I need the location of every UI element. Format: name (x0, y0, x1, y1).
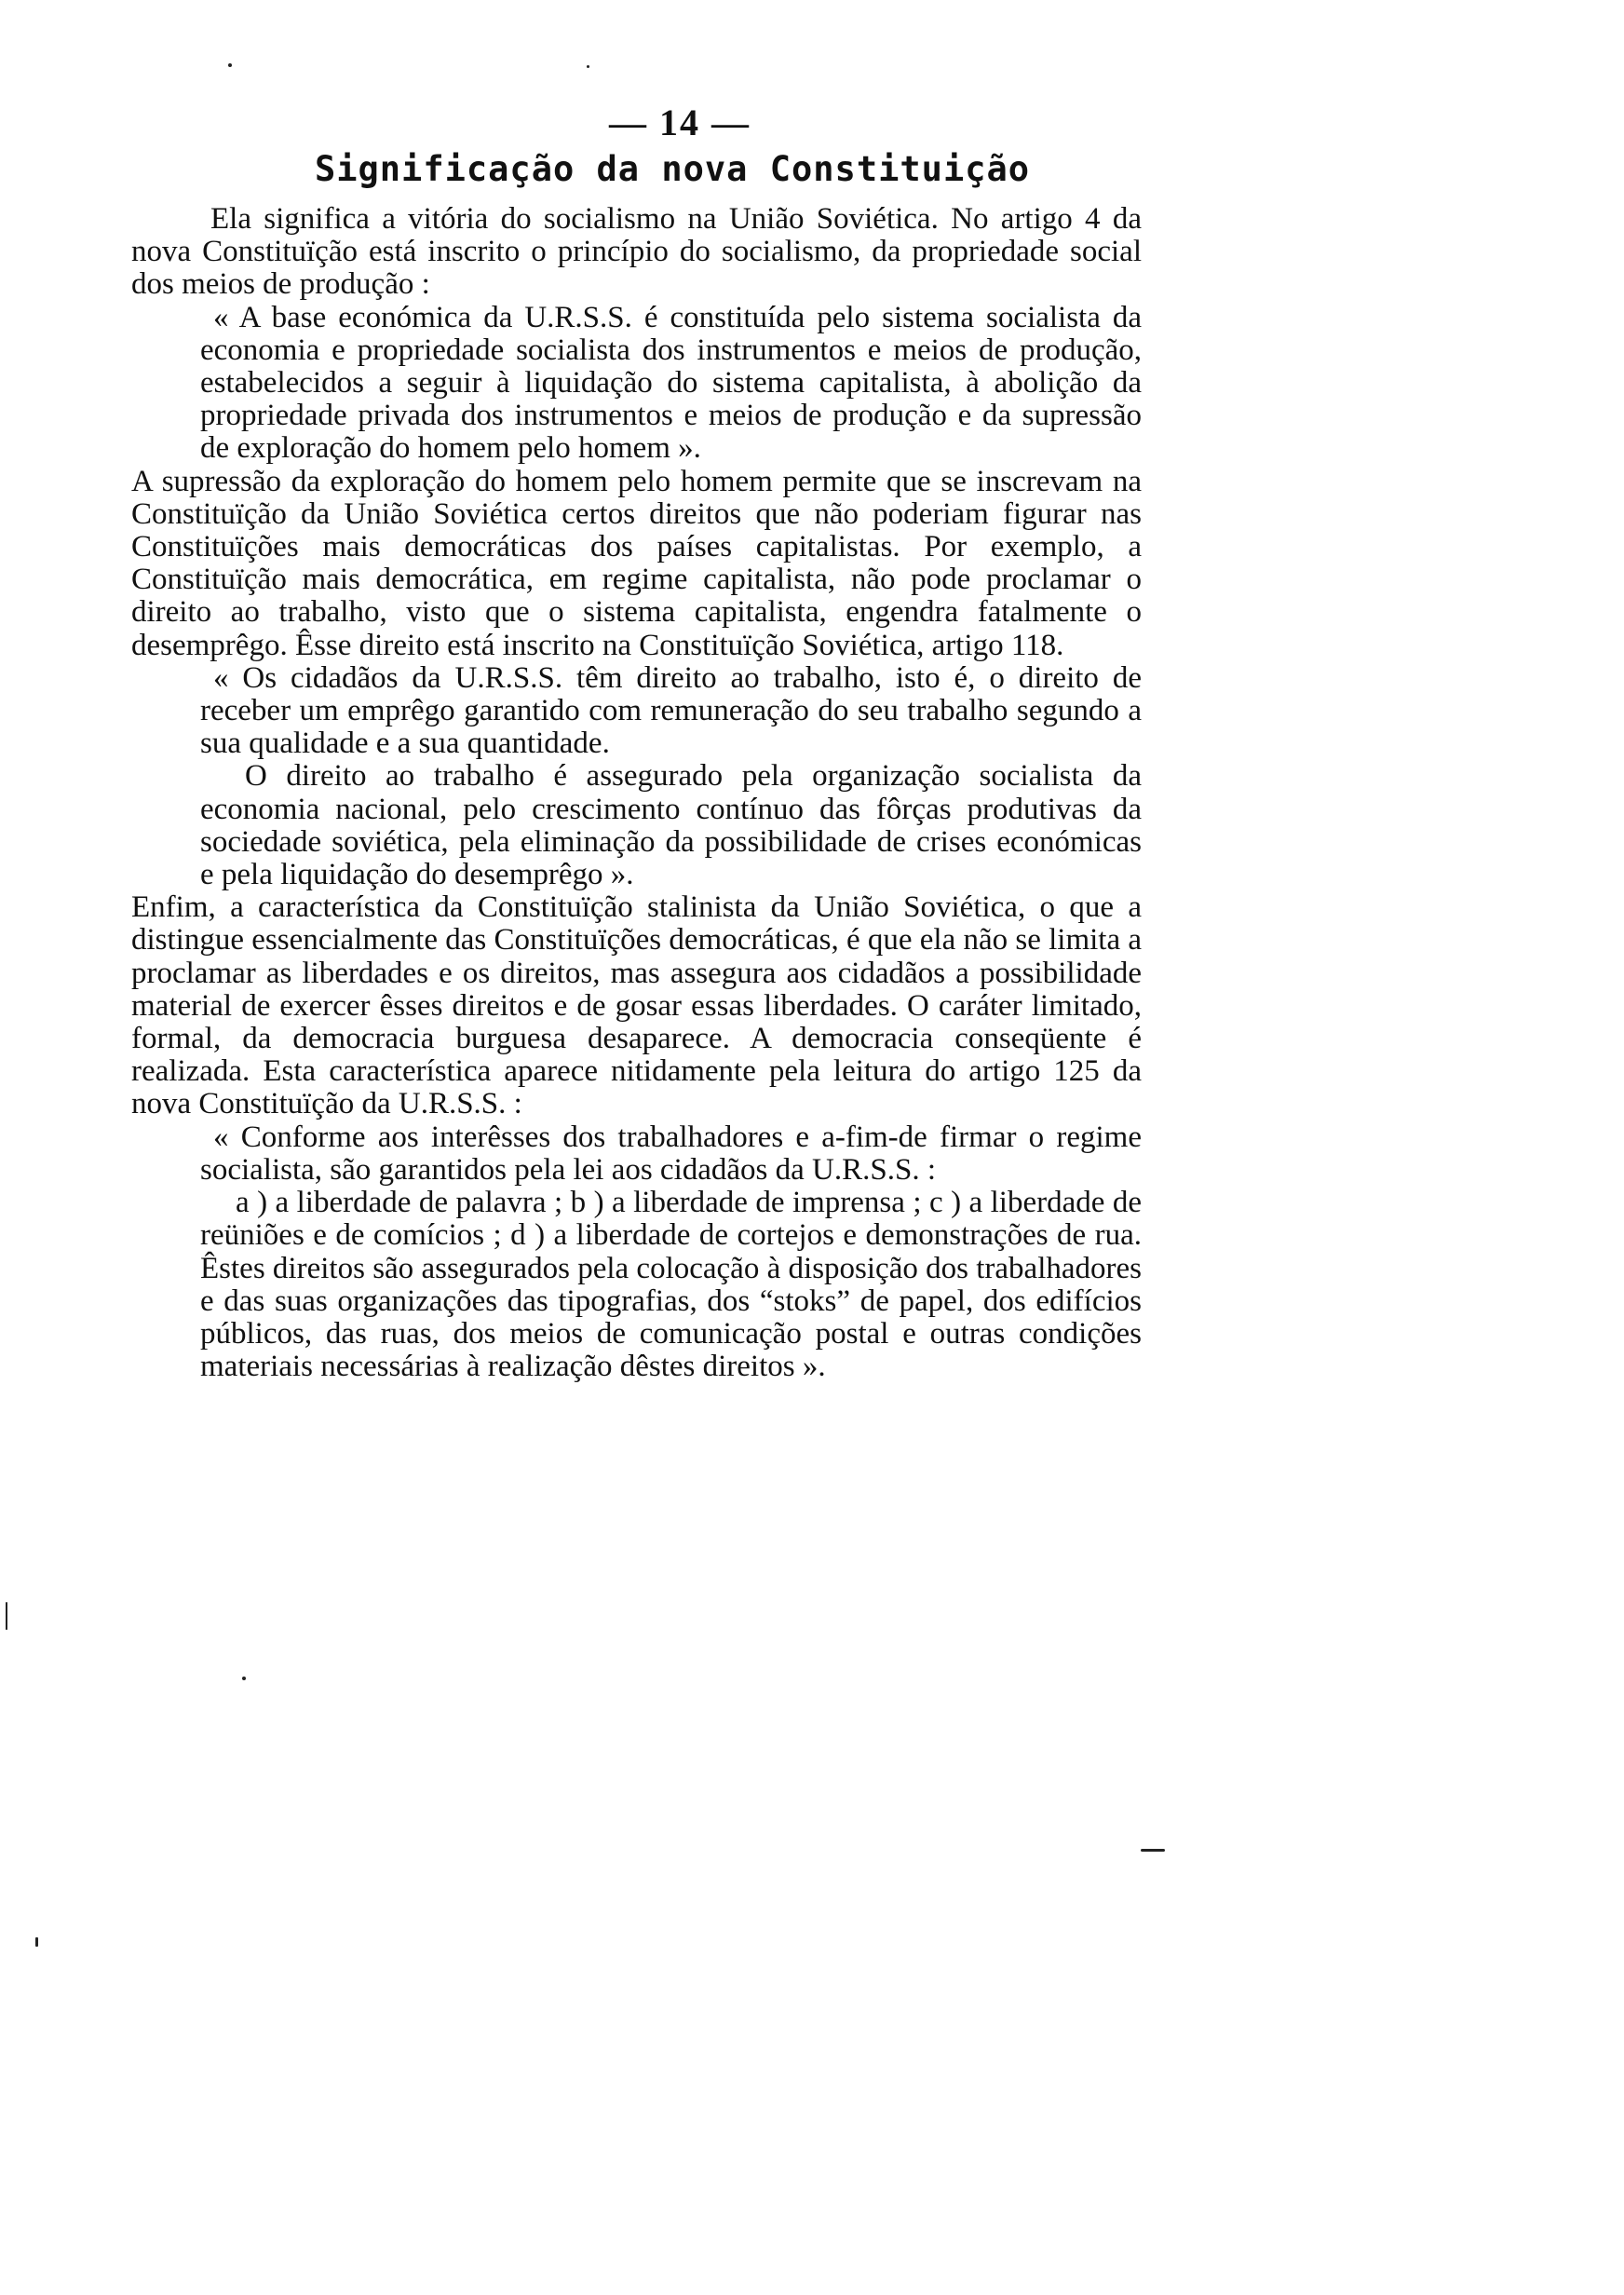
paragraph: Enfim, a característica da Constituïção stalinista da União Soviética, o que a distingue essencialmente das Constituïções democráticas, é que ela não se limita a proclamar as liberdades e os direitos, mas assegura aos cidadãos a possibilidade material de exercer êsses direitos e de gosar essas liberdades. O caráter limitado, formal, da democracia burguesa desaparece. A democracia conseqüente é realizada. Esta característica aparece nitidamente pela leitura do artigo 125 da nova Constituïção da U.R.S.S. : (131, 890, 1142, 1121)
paragraph: Ela significa a vitória do socialismo na União Soviética. No artigo 4 da nova Constituïção está inscrito o princípio do socialismo, da propriedade social dos meios de produção : (131, 202, 1142, 302)
page-number: — 14 — (609, 102, 751, 143)
paragraph: A supressão da exploração do homem pelo homem permite que se inscrevam na Constituïção da União Soviética certos direitos que não poderiam figurar nas Constituïções mais democráticas dos países capitalistas. Por exemplo, a Constituïção mais democrática, em regime capitalista, não pode proclamar o direito ao trabalho, visto que o sistema capitalista, engendra fatalmente o desemprêgo. Êsse direito está inscrito na Constituïção Soviética, artigo 118. (131, 464, 1142, 662)
quote-paragraph: « Os cidadãos da U.R.S.S. têm direito ao trabalho, isto é, o direito de receber um emprêgo garantido com remuneração do seu trabalho segundo a sua qualidade e a sua quantidade. (200, 660, 1142, 761)
list-paragraph: a ) a liberdade de palavra ; b ) a liberdade de imprensa ; c ) a liberdade de reüniões e de comícios ; d ) a liberdade de cortejos e demonstrações de rua. Êstes direitos são assegurados pela colocação à disposição dos trabalhadores e das suas organizações das tipografias, dos “stoks” de papel, dos edifícios públicos, das ruas, dos meios de comunicação postal e outras condições materiais necessárias à realização dêstes direitos ». (200, 1186, 1142, 1384)
scan-speck (35, 1937, 38, 1947)
quote-paragraph: O direito ao trabalho é assegurado pela organização socialista da economia nacional, pelo crescimento contínuo das fôrças produtivas da sociedade soviética, pela eliminação da possibilidade de crises económicas e pela liquidação do desemprêgo ». (200, 759, 1142, 892)
scan-speck (228, 63, 232, 67)
quote-paragraph: « Conforme aos interêsses dos trabalhadores e a-fim-de firmar o regime socialista, são garantidos pela lei aos cidadãos da U.R.S.S. : (200, 1120, 1142, 1187)
scan-speck (6, 1602, 7, 1630)
scan-speck (1141, 1849, 1165, 1852)
scan-speck (242, 1677, 246, 1680)
body-text (131, 203, 1142, 1383)
section-title: Significação da nova Constituição (314, 149, 1031, 189)
scan-speck (587, 65, 589, 68)
quote-paragraph: « A base económica da U.R.S.S. é constituída pelo sistema socialista da economia e propriedade socialista dos instrumentos e meios de produção, estabelecidos a seguir à liquidação do sistema capitalista, à abolição da propriedade privada dos instrumentos e meios de produção e da supressão de exploração do homem pelo homem ». (200, 300, 1142, 466)
